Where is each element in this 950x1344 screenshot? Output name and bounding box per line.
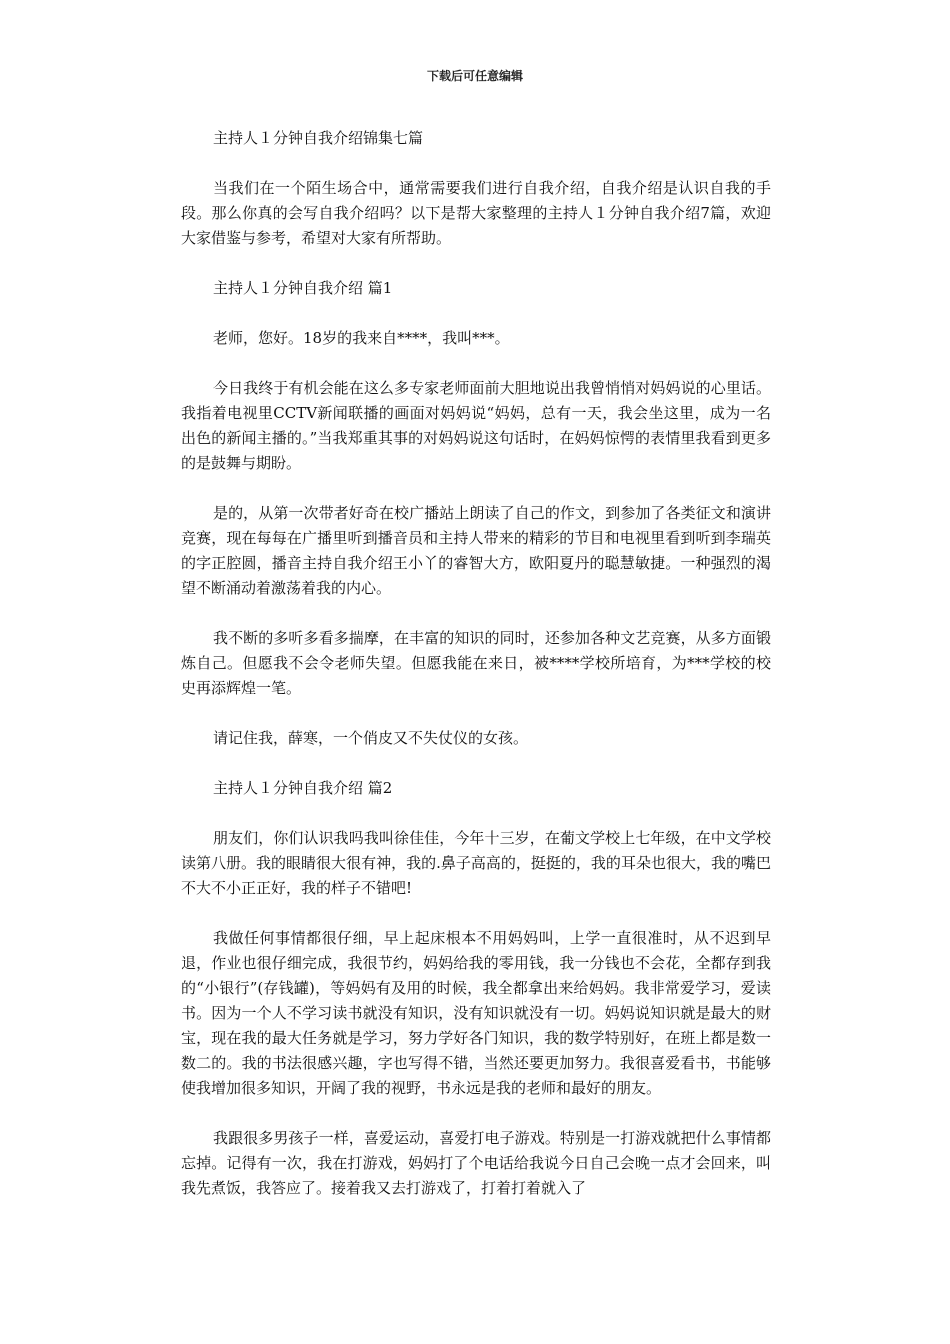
section-1-paragraph: 今日我终于有机会能在这么多专家老师面前大胆地说出我曾悄悄对妈妈说的心里话。我指着电视里CCTV新闻联播的画面对妈妈说“妈妈，总有一天，我会坐这里，成为一名出色的新闻主播的。”当我郑重其事的对妈妈说这句话时，在妈妈惊愕的表情里我看到更多的是鼓舞与期盼。 bbox=[181, 379, 771, 472]
document-title: 主持人１分钟自我介绍锦集七篇 bbox=[213, 129, 424, 147]
section-1-paragraph: 请记住我，薛寒，一个俏皮又不失仗仪的女孩。 bbox=[213, 729, 529, 747]
page-header-note: 下载后可任意编辑 bbox=[426, 69, 523, 83]
section-2-paragraph: 我做任何事情都很仔细，早上起床根本不用妈妈叫，上学一直很准时，从不迟到早退，作业也很仔细完成，我很节约，妈妈给我的零用钱，我一分钱也不会花，全都存到我的“小银行”(存钱罐)，等妈妈有及用的时候，我全都拿出来给妈妈。我非常爱学习，爱读书。因为一个人不学习读书就没有知识，没有知识就没有一切。妈妈说知识就是最大的财宝，现在我的最大任务就是学习，努力学好各门知识，我的数学特别好，在班上都是数一数二的。我的书法很感兴趣，字也写得不错，当然还要更加努力。我很喜爱看书，书能够使我增加很多知识，开阔了我的视野，书永远是我的老师和最好的朋友。 bbox=[181, 929, 771, 1097]
section-2-paragraph: 朋友们，你们认识我吗我叫徐佳佳，今年十三岁，在葡文学校上七年级，在中文学校读第八册。我的眼睛很大很有神，我的.鼻子高高的，挺挺的，我的耳朵也很大，我的嘴巴不大不小正正好，我的样子不错吧! bbox=[181, 829, 771, 897]
section-2-paragraph: 我跟很多男孩子一样，喜爱运动，喜爱打电子游戏。特别是一打游戏就把什么事情都忘掉。记得有一次，我在打游戏，妈妈打了个电话给我说今日自己会晚一点才会回来，叫我先煮饭，我答应了。接着我又去打游戏了，打着打着就入了 bbox=[181, 1129, 771, 1197]
intro-paragraph: 当我们在一个陌生场合中，通常需要我们进行自我介绍，自我介绍是认识自我的手段。那么你真的会写自我介绍吗？以下是帮大家整理的主持人１分钟自我介绍7篇，欢迎大家借鉴与参考，希望对大家有所帮助。 bbox=[181, 179, 771, 247]
section-1-paragraph: 我不断的多听多看多揣摩，在丰富的知识的同时，还参加各种文艺竞赛，从多方面锻炼自己。但愿我不会令老师失望。但愿我能在来日，被****学校所培育，为***学校的校史再添辉煌一笔。 bbox=[181, 629, 771, 697]
section-1-paragraph: 是的，从第一次带者好奇在校广播站上朗读了自己的作文，到参加了各类征文和演讲竞赛，现在每每在广播里听到播音员和主持人带来的精彩的节目和电视里看到听到李瑞英的字正腔圆，播音主持自我介绍王小丫的睿智大方，欧阳夏丹的聪慧敏捷。一种强烈的渴望不断涌动着激荡着我的内心。 bbox=[181, 504, 771, 597]
document-body bbox=[181, 126, 771, 1226]
section-1-heading: 主持人１分钟自我介绍 篇1 bbox=[213, 279, 393, 297]
section-2-heading: 主持人１分钟自我介绍 篇2 bbox=[213, 779, 393, 797]
section-1-paragraph: 老师，您好。18岁的我来自****，我叫***。 bbox=[213, 329, 510, 347]
